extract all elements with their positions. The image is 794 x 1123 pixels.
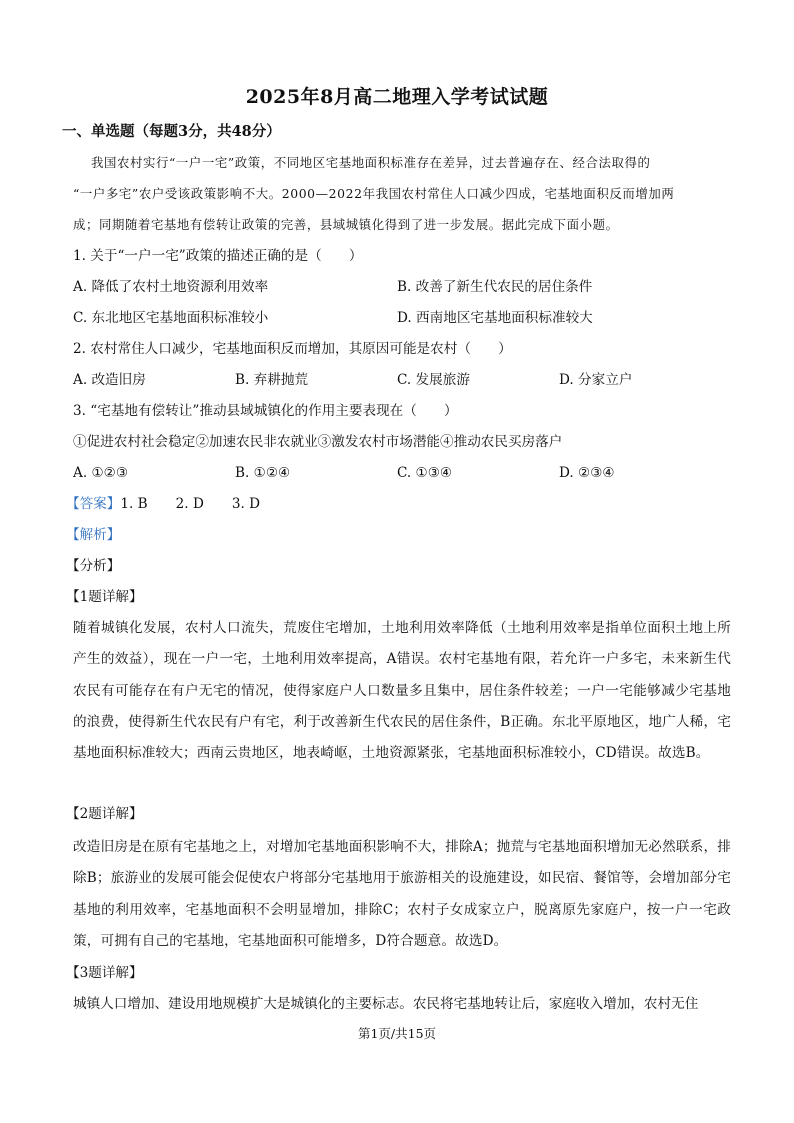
question-1-option-a: A. 降低了农村土地资源利用效率	[73, 279, 269, 295]
intro-line-1: 我国农村实行“一户一宅”政策，不同地区宅基地面积标准存在差异，过去普遍存在、经合法取得的	[91, 155, 651, 170]
question-3-statements: ①促进农村社会稳定②加速农民非农就业③激发农村市场潜能④推动农民买房落户	[73, 434, 563, 450]
detail-1-text: 随着城镇化发展，农村人口流失，荒废住宅增加，土地利用效率降低（土地利用效率是指单位面积土地上所产生的效益），现在一户一宅，土地利用效率提高，A错误。农村宅基地有限，若允许一户多宅，未来新生代农民有可能存在有户无宅的情况，使得家庭户人口数量多且集中，居住条件较差；一户一宅能够减少宅基地的浪费，使得新生代农民有户有宅，利于改善新生代农民的居住条件，B正确。东北平原地区，地广人稀，宅基地面积标准较大；西南云贵地区，地表崎岖，土地资源紧张，宅基地面积标准较小，CD错误。故选B。	[73, 620, 731, 762]
question-2-stem: 2. 农村常住人口减少，宅基地面积反而增加，其原因可能是农村（ ）	[73, 341, 512, 357]
answer-label: 【答案】	[66, 496, 121, 512]
detail-2-heading: 【2题详解】	[66, 806, 143, 822]
detail-2-text: 改造旧房是在原有宅基地之上，对增加宅基地面积影响不大，排除A；抛荒与宅基地面积增加无必然联系，排除B；旅游业的发展可能会促使农户将部分宅基地用于旅游相关的设施建设，如民宿、餐馆等，会增加部分宅基地的利用效率，宅基地面积不会明显增加，排除C；农村子女成家立户，脱离原先家庭户，按一户一宅政策，可拥有自己的宅基地，宅基地面积可能增多，D符合题意。故选D。	[73, 839, 731, 949]
intro-line-2: “一户多宅”农户受该政策影响不大。2000—2022年我国农村常住人口减少四成，宅基地面积反而增加两	[73, 186, 675, 201]
analysis-label: 【解析】	[66, 527, 121, 543]
detail-3-text: 城镇人口增加、建设用地规模扩大是城镇化的主要标志。农民将宅基地转让后，家庭收入增加，农村无住	[73, 996, 699, 1012]
question-3-option-b: B. ①②④	[235, 465, 291, 481]
question-3-option-c: C. ①③④	[397, 465, 453, 481]
question-1-stem: 1. 关于“一户一宅”政策的描述正确的是（ ）	[73, 248, 363, 264]
answer-item-2: 2. D	[175, 496, 204, 512]
intro-line-3: 成；同期随着宅基地有偿转让政策的完善，县域城镇化得到了进一步发展。据此完成下面小题。	[73, 217, 619, 232]
question-1-option-d: D. 西南地区宅基地面积标准较大	[397, 310, 593, 326]
section-heading: 一、单选题（每题3分，共48分）	[62, 123, 281, 140]
question-1-option-b: B. 改善了新生代农民的居住条件	[397, 279, 593, 295]
question-2-option-d: D. 分家立户	[559, 372, 633, 388]
question-3-stem: 3. “宅基地有偿转让”推动县域城镇化的作用主要表现在（ ）	[73, 403, 458, 419]
question-2-option-c: C. 发展旅游	[397, 372, 470, 388]
fenxi-label: 【分析】	[66, 558, 121, 574]
question-2-option-b: B. 弃耕抛荒	[235, 372, 309, 388]
page-footer: 第1页/共15页	[357, 1026, 437, 1041]
answer-line	[66, 494, 260, 514]
question-3-option-a: A. ①②③	[73, 465, 129, 481]
answer-item-3: 3. D	[231, 496, 261, 512]
question-2-option-a: A. 改造旧房	[73, 372, 146, 388]
question-3-option-d: D. ②③④	[559, 465, 615, 481]
question-1-option-c: C. 东北地区宅基地面积标准较小	[73, 310, 269, 326]
detail-1-heading: 【1题详解】	[66, 589, 143, 605]
page-title: 2025年8月高二地理入学考试试题	[245, 86, 549, 108]
detail-3-heading: 【3题详解】	[66, 965, 143, 981]
answer-item-1: 1. B	[120, 496, 148, 512]
